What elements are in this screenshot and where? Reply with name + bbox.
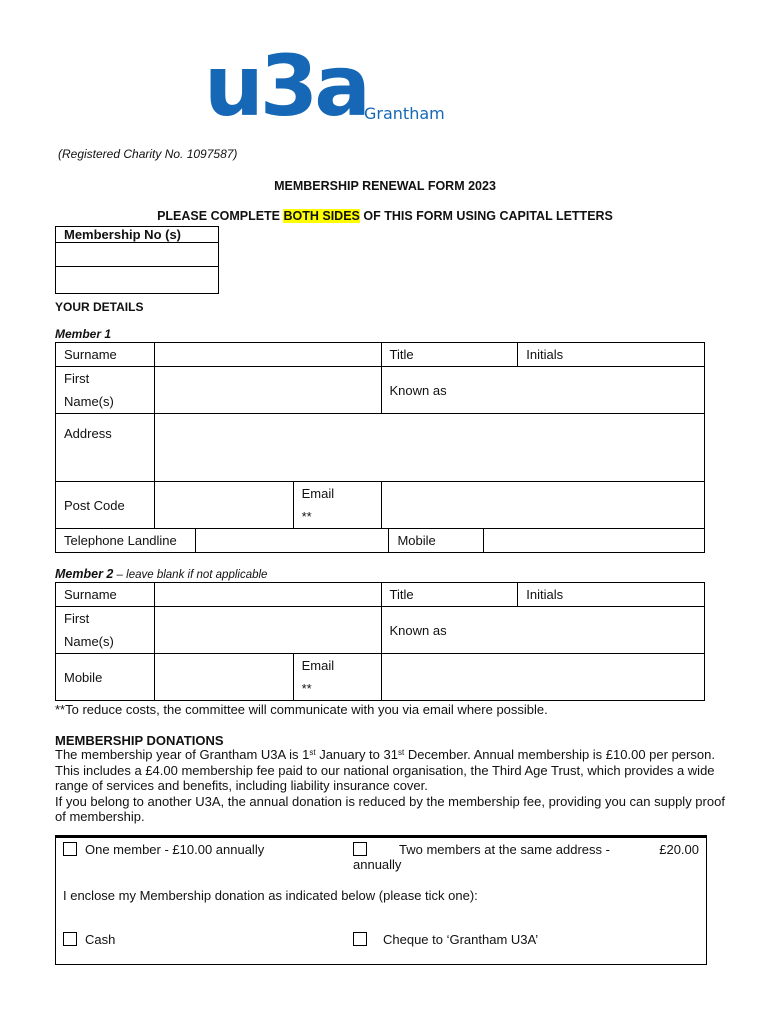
member1-initials-field[interactable] xyxy=(518,343,705,367)
donation-options-box xyxy=(55,837,707,965)
instruction-post: OF THIS FORM USING CAPITAL LETTERS xyxy=(359,209,613,223)
donations-paragraph-2: If you belong to another U3A, the annual donation is reduced by the membership fee, providing you can supply proof of membership. xyxy=(55,793,725,824)
checkbox-icon[interactable] xyxy=(353,932,367,946)
member2-title-field[interactable] xyxy=(381,583,518,607)
option-two-members-label: Two members at the same address - xyxy=(399,842,610,857)
checkbox-icon[interactable] xyxy=(63,842,77,856)
donations-heading: MEMBERSHIP DONATIONS xyxy=(55,733,224,748)
option-two-members-annually: annually xyxy=(353,857,402,872)
member1-landline-label: Telephone Landline xyxy=(56,529,196,553)
checkbox-icon[interactable] xyxy=(63,932,77,946)
option-one-member[interactable] xyxy=(63,842,264,857)
option-cheque-label: Cheque to ‘Grantham U3A’ xyxy=(383,932,539,947)
option-two-members[interactable] xyxy=(353,842,699,872)
ordinal-suffix: st xyxy=(309,748,316,757)
email-label: Email xyxy=(301,486,335,501)
email-label: Email xyxy=(301,658,335,673)
email-note: **To reduce costs, the committee will communicate with you via email where possible. xyxy=(55,702,548,717)
form-title: MEMBERSHIP RENEWAL FORM 2023 xyxy=(274,179,496,193)
member1-mobile-label: Mobile xyxy=(389,529,484,553)
member1-table xyxy=(55,342,705,553)
membership-number-table xyxy=(55,226,219,294)
member1-mobile-field[interactable] xyxy=(484,529,705,553)
member1-postcode-label: Post Code xyxy=(56,482,155,529)
email-asterisks: ** xyxy=(301,509,312,524)
p1-part-c: December. Annual membership is £10.00 per person. This includes a £4.00 membership fee paid to our national organisation, the Third Age Trust, which provides a wide range of services and benefits, including liability insurance cover. xyxy=(55,747,715,793)
member1-address-field[interactable] xyxy=(154,414,704,482)
member1-initials-label: Initials xyxy=(526,347,564,362)
member2-heading-text: Member 2 xyxy=(55,567,114,581)
checkbox-icon[interactable] xyxy=(353,842,367,856)
p1-part-b: January to 31 xyxy=(315,747,398,762)
member1-heading: Member 1 xyxy=(55,327,112,341)
member1-landline-field[interactable] xyxy=(195,529,389,553)
member1-known-as-field[interactable] xyxy=(381,367,705,414)
logo-branch-name: Grantham xyxy=(364,104,445,123)
membership-number-label: Membership No (s) xyxy=(56,227,219,243)
member2-first-names-field[interactable] xyxy=(154,607,381,654)
member1-address-label: Address xyxy=(56,414,155,482)
ordinal-suffix: st xyxy=(397,748,405,757)
member2-initials-label: Initials xyxy=(526,587,564,602)
member2-initials-field[interactable] xyxy=(518,583,705,607)
names-label: Name(s) xyxy=(64,394,114,409)
member2-email-field[interactable] xyxy=(381,654,705,701)
your-details-heading: YOUR DETAILS xyxy=(55,300,144,314)
enclose-instruction: I enclose my Membership donation as indicated below (please tick one): xyxy=(63,888,478,903)
first-label: First xyxy=(64,371,90,386)
donations-text xyxy=(55,747,725,825)
option-one-member-label: One member - £10.00 annually xyxy=(85,842,265,857)
p1-part-a: The membership year of Grantham U3A is 1 xyxy=(55,747,310,762)
member1-email-label xyxy=(293,482,381,529)
member1-first-names-label xyxy=(56,367,155,414)
member1-first-names-field[interactable] xyxy=(154,367,381,414)
member2-mobile-label: Mobile xyxy=(56,654,155,701)
member2-mobile-field[interactable] xyxy=(154,654,293,701)
member2-known-as-field[interactable] xyxy=(381,607,705,654)
form-instruction xyxy=(0,209,770,223)
member2-email-label xyxy=(293,654,381,701)
donations-paragraph-1 xyxy=(55,747,725,794)
member1-known-as-label: Known as xyxy=(389,382,447,398)
membership-number-field-2[interactable] xyxy=(56,267,219,294)
member1-postcode-field[interactable] xyxy=(154,482,293,529)
u3a-logo xyxy=(204,37,464,135)
member2-surname-field[interactable] xyxy=(154,583,381,607)
member2-title-label: Title xyxy=(389,587,414,602)
names-label: Name(s) xyxy=(64,634,114,649)
member2-surname-label: Surname xyxy=(56,583,155,607)
instruction-highlight: BOTH SIDES xyxy=(283,209,360,223)
member1-title-field[interactable] xyxy=(381,343,518,367)
member2-heading xyxy=(55,567,267,581)
member2-heading-note: – leave blank if not applicable xyxy=(113,569,268,581)
member2-known-as-label: Known as xyxy=(389,622,447,638)
member1-email-field[interactable] xyxy=(381,482,705,529)
logo-wordmark: u3a xyxy=(204,37,367,135)
charity-number: (Registered Charity No. 1097587) xyxy=(58,147,238,161)
option-two-members-price: £20.00 xyxy=(659,842,699,857)
option-cheque[interactable] xyxy=(353,932,538,947)
instruction-pre: PLEASE COMPLETE xyxy=(157,209,284,223)
option-cash[interactable] xyxy=(63,932,115,947)
member2-first-names-label xyxy=(56,607,155,654)
email-asterisks: ** xyxy=(301,681,312,696)
first-label: First xyxy=(64,611,90,626)
member2-table xyxy=(55,582,705,701)
member1-surname-label: Surname xyxy=(56,343,155,367)
membership-number-field-1[interactable] xyxy=(56,243,219,267)
option-cash-label: Cash xyxy=(85,932,116,947)
member1-title-label: Title xyxy=(389,347,414,362)
member1-surname-field[interactable] xyxy=(154,343,381,367)
